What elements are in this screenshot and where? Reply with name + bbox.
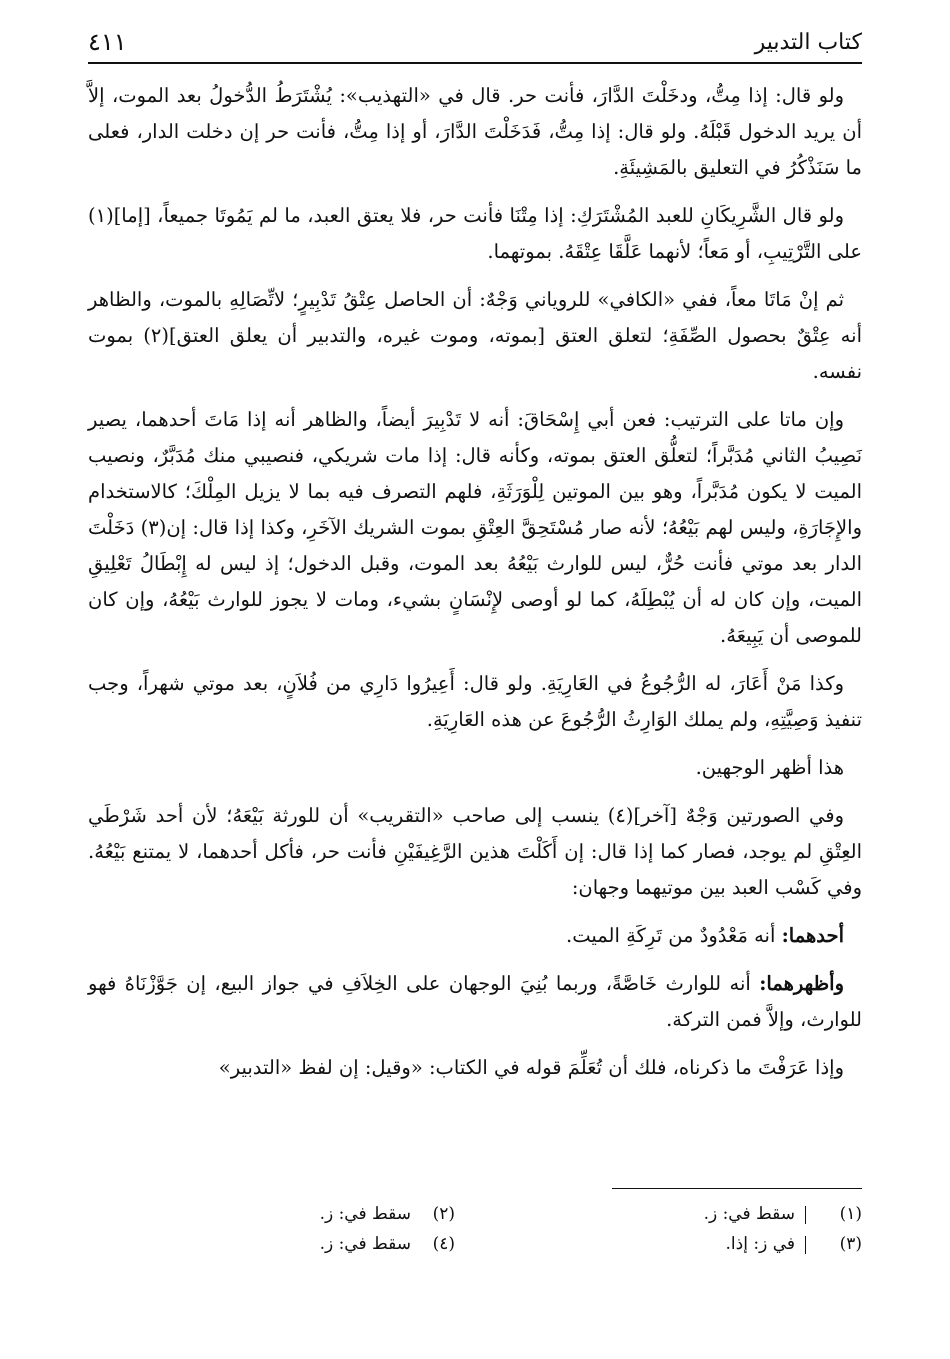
footnote-number: (٢) — [432, 1204, 455, 1224]
paragraph: وإذا عَرَفْتَ ما ذكرناه، فلك أن تُعَلِّمَ قوله في الكتاب: «وقيل: إن لفظ «التدبير» — [218, 1056, 844, 1079]
footnote — [88, 1199, 455, 1229]
footnote — [495, 1229, 862, 1259]
page-header — [88, 22, 862, 64]
footnote-text: سقط في: ز. — [319, 1234, 411, 1254]
opinion-lead: أحدهما: — [781, 924, 844, 947]
paragraph: وفي الصورتين وَجْهٌ [آخر](٤) ينسب إلى صاحب «التقريب» أن للورثة بَيْعَهُ؛ لأن أحد شَرْطَي العِتْقِ لم يوجد، فصار كما إذا قال: إن أَكَلْتَ هذين الرَّغِيفَيْنِ فأنت حر، فأكل أحدهما، لا يمتنع بَيْعُهُ. وفي كَسْب العبد بين موتيهما وجهان: — [88, 804, 862, 899]
paragraph: وكذا مَنْ أَعَارَ، له الرُّجُوعُ في العَارِيَةِ. ولو قال: أَعِيرُوا دَارِي من فُلاَنٍ، بعد موتي شهراً، وجب تنفيذ وَصِيَّتِهِ، ولم يملك الوَارِثُ الرُّجُوعَ عن هذه العَارِيَةِ. — [88, 672, 862, 731]
page-number: ٤١١ — [88, 28, 127, 56]
footnote — [495, 1199, 862, 1229]
footnote-rule — [612, 1188, 862, 1189]
paragraph: وإن ماتا على الترتيب: فعن أبي إِسْحَاقَ: أنه لا تَدْبِيرَ أيضاً، والظاهر أنه إذا مَاتَ أحدهما، يصير نَصِيبُ الثاني مُدَبَّراً؛ لتعلُّق العتق بموته، وكأنه قال: إذا مات شريكي، فنصيبي منك مُدَبَّرٌ، ونصيب الميت لا يكون مُدَبَّراً، وهو بين الموتين لِلْوَرَثَةِ، فلهم التصرف فيه بما لا يزيل المِلْكَ؛ كالاستخدام والإِجَارَةِ، وليس لهم بَيْعُهُ؛ لأنه صار مُسْتَحِقَّ العِتْقِ بموت الشريك الآخَرِ، وكذا إذا قال: إن(٣) دَخَلْتَ الدار بعد موتي فأنت حُرٌّ، ليس للوارث بَيْعُهُ بعد الموت، وقبل الدخول؛ إذ ليس له إِبْطَالُ تَعْلِيقِ الميت، وإن كان له أن يُبْطِلَهُ، كما لو أوصى لإِنْسَانٍ بشيء، ومات لا يجوز للوارث بَيْعُهُ، وإن كان للموصى أن يَبِيعَهُ. — [88, 408, 862, 647]
footnote-divider — [805, 1206, 818, 1224]
paragraph: ولو قال الشَّرِيكَانِ للعبد المُشْتَرَكِ: إذا مِتْنَا فأنت حر، فلا يعتق العبد، ما لم يَمُوتَا جميعاً، [إما](١) على التَّرْتِيبِ، أو مَعاً؛ لأنهما عَلَّقَا عِتْقَهُ. بموتهما. — [88, 204, 862, 263]
opinion-text: أنه للوارث خَاصَّةً، وربما بُنِيَ الوجهان على الخِلاَفِ في جواز البيع، إن جَوَّزْنَاهُ فهو للوارث، وإلاَّ فمن التركة. — [88, 972, 862, 1031]
footnote — [88, 1229, 455, 1259]
main-text — [88, 78, 862, 1098]
running-title: كتاب التدبير — [754, 29, 862, 55]
footnotes — [88, 1188, 862, 1259]
paragraph: ثم إنْ مَاتَا معاً، ففي «الكافي» للروياني وَجْهٌ: أن الحاصل عِتْقُ تَدْبِيرٍ؛ لاتِّصَالِهِ بالموت، والظاهر أنه عِتْقٌ بحصول الصِّفَةِ؛ لتعلق العتق [بموته، وموت غيره، والتدبير أن يعلق العتق](٢) بموت نفسه. — [88, 288, 862, 383]
footnote-text: سقط في: ز. — [319, 1204, 411, 1224]
footnote-number: (٤) — [432, 1234, 455, 1254]
footnote-text: سقط في: ز. — [703, 1204, 795, 1224]
footnote-grid — [88, 1199, 862, 1259]
footnote-number: (١) — [839, 1204, 862, 1224]
footnote-number: (٣) — [839, 1234, 862, 1254]
opinion-text: أنه مَعْدُودٌ من تَرِكَةِ الميت. — [566, 924, 776, 947]
opinion-lead: وأظهرهما: — [759, 972, 844, 995]
opinion-paragraph — [88, 966, 862, 1038]
paragraph: هذا أظهر الوجهين. — [695, 756, 844, 779]
footnote-text: في ز: إذا. — [725, 1234, 795, 1254]
paragraph: ولو قال: إذا مِتُّ، ودخَلْتَ الدَّارَ، فأنت حر. قال في «التهذيب»: يُشْتَرَطُ الدُّخولُ بعد الموت، إلاَّ أن يريد الدخول قَبْلَهُ. ولو قال: إذا مِتُّ، فَدَخَلْتَ الدَّارَ، أو إذا مِتُّ، فأنت حر إن دخلت الدار، فعلى ما سَنَذْكُرُ في التعليق بالمَشِيئَةِ. — [88, 84, 862, 179]
footnote-divider — [805, 1236, 818, 1254]
opinion-paragraph — [88, 918, 862, 954]
